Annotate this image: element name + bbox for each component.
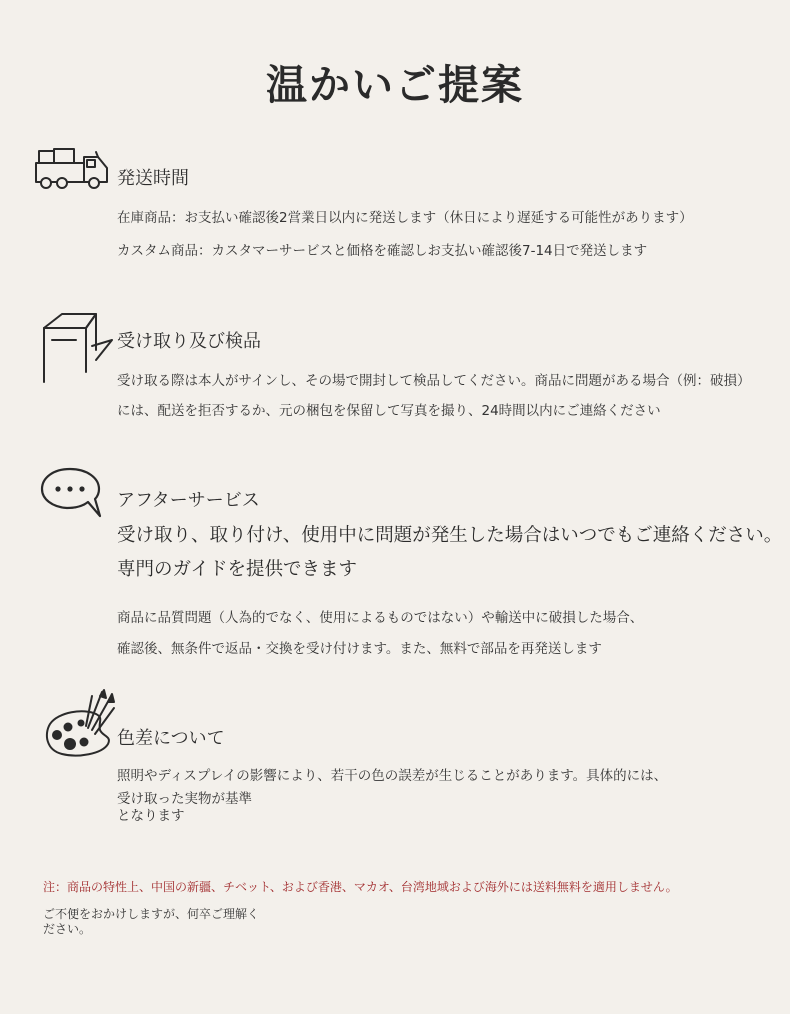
page-title: 温かいご提案 [266, 61, 524, 109]
color-line-2: 受け取った実物が基準 [117, 791, 252, 807]
receiving-line-1: 受け取る際は本人がサインし、その場で開封して検品してください。商品に問題がある場合（例：破損） [117, 373, 751, 389]
shipping-line-stock: 在庫商品：お支払い確認後2営業日以内に発送します（休日により遅延する可能性があります） [117, 210, 693, 226]
after-service-line-2: 確認後、無条件で返品・交換を受け付けます。また、無料で部品を再発送します [117, 641, 602, 657]
apology-note-line-1: ご不便をおかけしますが、何卒ご理解く [43, 907, 260, 921]
chat-bubble-icon [40, 466, 102, 520]
after-service-lead-2: 専門のガイドを提供できます [117, 559, 357, 580]
section-heading-shipping: 発送時間 [117, 168, 189, 189]
after-service-lead-1: 受け取り、取り付け、使用中に問題が発生した場合はいつでもご連絡ください。 [117, 525, 783, 546]
color-line-1: 照明やディスプレイの影響により、若干の色の誤差が生じることがあります。具体的には、 [117, 768, 668, 784]
receiving-line-2: には、配送を拒否するか、元の梱包を保留して写真を撮り、24時間以内にご連絡ください [117, 403, 661, 419]
section-heading-receiving: 受け取り及び検品 [117, 331, 261, 352]
shipping-line-custom: カスタム商品：カスタマーサービスと価格を確認しお支払い確認後7-14日で発送します [117, 243, 648, 259]
shipping-exclusion-note: 注：商品の特性上、中国の新疆、チベット、および香港、マカオ、台湾地域および海外には送料無料を適用しません。 [43, 880, 678, 894]
paint-palette-icon [40, 690, 116, 762]
section-heading-color-difference: 色差について [117, 728, 225, 749]
truck-icon [34, 148, 112, 192]
after-service-line-1: 商品に品質問題（人為的でなく、使用によるものではない）や輸送中に破損した場合、 [117, 610, 644, 626]
package-box-icon [40, 310, 114, 386]
apology-note-line-2: ださい。 [43, 922, 92, 936]
color-line-3: となります [117, 808, 185, 824]
section-heading-after-service: アフターサービス [117, 490, 260, 511]
